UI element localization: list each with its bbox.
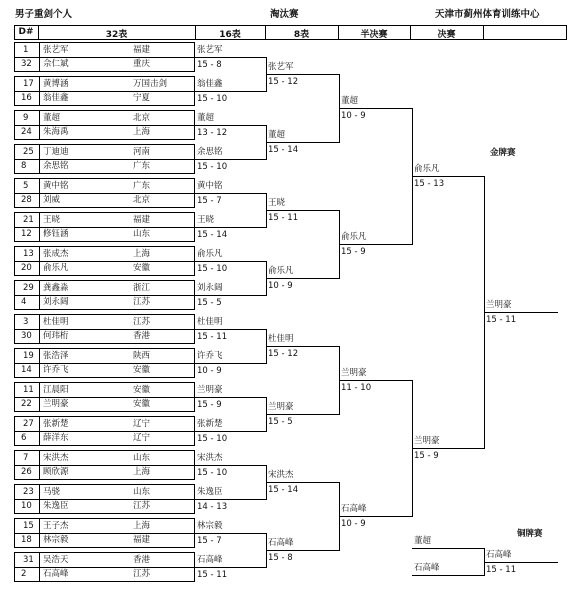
r16-winner: 余思铭 [197, 147, 223, 157]
r16-winner: 翁佳鑫 [197, 79, 223, 89]
pair-divider [15, 57, 194, 58]
semifinal-winner: 兰明豪 [341, 368, 367, 378]
seed-divider [39, 77, 40, 105]
seed-number: 11 [23, 385, 34, 395]
semifinal-winner: 董超 [341, 96, 359, 106]
bracket-line [266, 278, 340, 279]
bracket-line [266, 74, 340, 75]
seed-number: 15 [23, 521, 34, 531]
bracket-line [195, 397, 267, 398]
semifinal-score: 10 - 9 [341, 519, 366, 529]
semifinal-score: 15 - 9 [341, 247, 366, 257]
fencer-club: 广东 [133, 181, 151, 191]
bronze-score: 15 - 11 [486, 565, 517, 575]
r16-score: 15 - 10 [197, 264, 228, 274]
bracket-line [195, 125, 267, 126]
fencer-club: 山东 [133, 453, 151, 463]
fencer-club: 江苏 [133, 501, 151, 511]
fencer-club: 江苏 [133, 317, 151, 327]
fencer-name: 张新楚 [43, 419, 69, 429]
finalist-name: 兰明豪 [414, 436, 440, 446]
pair-divider [15, 397, 194, 398]
seed-divider [39, 179, 40, 207]
finalist-name: 俞乐凡 [414, 164, 440, 174]
fencer-name: 朱逸臣 [43, 501, 69, 511]
seed-divider [39, 145, 40, 173]
r16-score: 15 - 10 [197, 434, 228, 444]
seed-divider [39, 383, 40, 411]
fencer-name: 张艺军 [43, 45, 69, 55]
r16-winner: 刘永阔 [197, 283, 223, 293]
fencer-club: 福建 [133, 45, 151, 55]
seed-number: 32 [21, 59, 32, 69]
bracket-line [339, 380, 413, 381]
fencer-club: 北京 [133, 195, 151, 205]
seed-divider [39, 553, 40, 581]
r16-winner: 宋洪杰 [197, 453, 223, 463]
seed-divider [39, 451, 40, 479]
bracket-line [266, 550, 340, 551]
seed-number: 2 [21, 569, 27, 579]
final-score: 15 - 9 [414, 451, 439, 461]
champion-name: 兰明豪 [486, 300, 512, 310]
bracket-line [195, 295, 267, 296]
match-pair [14, 280, 195, 310]
seed-number: 26 [21, 467, 32, 477]
pair-divider [15, 465, 194, 466]
bracket-line [195, 329, 267, 330]
r16-winner: 朱逸臣 [197, 487, 223, 497]
r16-score: 15 - 10 [197, 162, 228, 172]
seed-number: 24 [21, 127, 32, 137]
r8-winner: 王晓 [268, 198, 286, 208]
column-round-16: 16表 [219, 30, 241, 40]
bronze-medal-label: 铜牌赛 [517, 529, 543, 539]
column-round-32: 32表 [105, 30, 128, 40]
bracket-line [195, 193, 267, 194]
semifinal-winner: 俞乐凡 [341, 232, 367, 242]
r8-score: 15 - 8 [268, 553, 293, 563]
fencer-name: 顾欣源 [43, 467, 69, 477]
r16-score: 14 - 13 [197, 502, 228, 512]
seed-number: 6 [21, 433, 27, 443]
fencer-name: 张浩泽 [43, 351, 69, 361]
pair-divider [15, 91, 194, 92]
r16-score: 10 - 9 [197, 366, 222, 376]
r16-score: 15 - 14 [197, 230, 228, 240]
match-pair [14, 212, 195, 242]
fencer-club: 香港 [133, 555, 151, 565]
fencer-club: 福建 [133, 215, 151, 225]
seed-divider [39, 349, 40, 377]
seed-number: 5 [23, 181, 29, 191]
fencer-club: 福建 [133, 535, 151, 545]
fencer-club: 上海 [133, 249, 151, 259]
match-pair [14, 110, 195, 140]
seed-number: 21 [23, 215, 34, 225]
fencer-club: 安徽 [133, 385, 151, 395]
r16-winner: 张新楚 [197, 419, 223, 429]
seed-number: 20 [21, 263, 32, 273]
fencer-name: 兰明豪 [43, 399, 69, 409]
semifinal-score: 10 - 9 [341, 111, 366, 121]
stage-title: 淘汰赛 [270, 9, 299, 20]
seed-number: 16 [21, 93, 32, 103]
column-final: 决赛 [437, 30, 456, 40]
r8-score: 10 - 9 [268, 281, 293, 291]
r16-score: 15 - 9 [197, 400, 222, 410]
r8-score: 15 - 14 [268, 145, 299, 155]
match-pair [14, 518, 195, 548]
r8-winner: 石高峰 [268, 538, 294, 548]
fencer-club: 陕西 [133, 351, 151, 361]
bracket-line [195, 261, 267, 262]
fencer-club: 北京 [133, 113, 151, 123]
bracket-line [266, 210, 340, 211]
bracket-line [195, 159, 267, 160]
seed-number: 31 [23, 555, 34, 565]
seed-number: 8 [21, 161, 27, 171]
seed-divider [39, 213, 40, 241]
fencer-club: 辽宁 [133, 433, 151, 443]
pair-divider [15, 193, 194, 194]
seed-divider [39, 111, 40, 139]
r16-score: 15 - 8 [197, 60, 222, 70]
r8-winner: 董超 [268, 130, 286, 140]
fencer-club: 浙江 [133, 283, 151, 293]
pair-divider [15, 125, 194, 126]
r8-winner: 兰明豪 [268, 402, 294, 412]
pair-divider [15, 363, 194, 364]
r8-winner: 俞乐凡 [268, 266, 294, 276]
r16-winner: 俞乐凡 [197, 249, 223, 259]
pair-divider [15, 533, 194, 534]
bronze-winner: 石高峰 [486, 550, 512, 560]
bracket-line [484, 312, 558, 313]
match-pair [14, 144, 195, 174]
bronze-player: 石高峰 [414, 563, 440, 573]
bracket-line [266, 414, 340, 415]
seed-number: 28 [21, 195, 32, 205]
fencer-club: 江苏 [133, 297, 151, 307]
seed-number: 12 [21, 229, 32, 239]
match-pair [14, 484, 195, 514]
r16-score: 15 - 11 [197, 332, 228, 342]
r16-winner: 王晓 [197, 215, 215, 225]
fencer-name: 王晓 [43, 215, 61, 225]
match-pair [14, 382, 195, 412]
seed-number: 23 [23, 487, 34, 497]
fencer-club: 上海 [133, 521, 151, 531]
fencer-name: 刘威 [43, 195, 61, 205]
match-pair [14, 76, 195, 106]
bracket-line [412, 176, 485, 177]
fencer-name: 薛洋东 [43, 433, 69, 443]
fencer-name: 佘仁斌 [43, 59, 69, 69]
r8-winner: 宋洪杰 [268, 470, 294, 480]
r8-winner: 杜佳明 [268, 334, 294, 344]
seed-number: 3 [23, 317, 29, 327]
column-seed: D# [18, 27, 34, 37]
seed-number: 7 [23, 453, 29, 463]
semifinal-score: 11 - 10 [341, 383, 372, 393]
r16-winner: 杜佳明 [197, 317, 223, 327]
fencer-name: 翁佳鑫 [43, 93, 69, 103]
pair-divider [15, 567, 194, 568]
pair-divider [15, 261, 194, 262]
match-pair [14, 552, 195, 582]
match-pair [14, 42, 195, 72]
bracket-line [266, 482, 340, 483]
r16-winner: 石高峰 [197, 555, 223, 565]
r16-winner: 许乔飞 [197, 351, 223, 361]
bracket-line [195, 499, 267, 500]
pair-divider [15, 499, 194, 500]
fencer-name: 黄博涵 [43, 79, 69, 89]
bracket-line [339, 108, 413, 109]
fencer-club: 广东 [133, 161, 151, 171]
fencer-name: 江晨阳 [43, 385, 69, 395]
r8-score: 15 - 14 [268, 485, 299, 495]
fencer-name: 余思铭 [43, 161, 69, 171]
seed-number: 18 [21, 535, 32, 545]
seed-divider [39, 519, 40, 547]
fencer-club: 安徽 [133, 399, 151, 409]
r16-winner: 兰明豪 [197, 385, 223, 395]
seed-number: 30 [21, 331, 32, 341]
bracket-line [195, 57, 267, 58]
match-pair [14, 450, 195, 480]
seed-divider [39, 315, 40, 343]
fencer-club: 香港 [133, 331, 151, 341]
r8-score: 15 - 5 [268, 417, 293, 427]
fencer-name: 杜佳明 [43, 317, 69, 327]
r8-winner: 张艺军 [268, 62, 294, 72]
r16-score: 15 - 11 [197, 570, 228, 580]
column-round-8: 8表 [293, 30, 310, 40]
bracket-line [195, 431, 267, 432]
r8-score: 15 - 11 [268, 213, 299, 223]
fencer-name: 马骁 [43, 487, 61, 497]
seed-number: 22 [21, 399, 32, 409]
r8-score: 15 - 12 [268, 77, 299, 87]
seed-divider [39, 281, 40, 309]
fencer-name: 修钰涵 [43, 229, 69, 239]
fencer-club: 山东 [133, 487, 151, 497]
bracket-line [339, 516, 413, 517]
bracket-line [195, 363, 267, 364]
fencer-club: 山东 [133, 229, 151, 239]
fencer-club: 安徽 [133, 263, 151, 273]
pair-divider [15, 227, 194, 228]
seed-number: 25 [23, 147, 34, 157]
seed-number: 27 [23, 419, 34, 429]
seed-number: 19 [23, 351, 34, 361]
bracket-line [195, 91, 267, 92]
match-pair [14, 178, 195, 208]
gold-medal-label: 金牌赛 [490, 148, 516, 158]
fencer-club: 上海 [133, 467, 151, 477]
r16-score: 15 - 10 [197, 94, 228, 104]
match-pair [14, 416, 195, 446]
fencer-club: 宁夏 [133, 93, 151, 103]
bracket-line [195, 465, 267, 466]
fencer-name: 朱海禹 [43, 127, 69, 137]
seed-number: 1 [23, 45, 29, 55]
fencer-name: 刘永阔 [43, 297, 69, 307]
seed-number: 13 [23, 249, 34, 259]
seed-divider [39, 247, 40, 275]
bracket-line [412, 575, 485, 576]
semifinal-winner: 石高峰 [341, 504, 367, 514]
r16-winner: 黄中铭 [197, 181, 223, 191]
column-semifinal: 半决赛 [360, 30, 388, 40]
fencer-club: 河南 [133, 147, 151, 157]
event-title: 男子重剑个人 [15, 9, 73, 20]
r16-score: 15 - 10 [197, 468, 228, 478]
fencer-club: 江苏 [133, 569, 151, 579]
seed-divider [39, 485, 40, 513]
fencer-name: 黄中铭 [43, 181, 69, 191]
bracket-line [484, 562, 558, 563]
r16-winner: 林宗毅 [197, 521, 223, 531]
bracket-line [195, 567, 267, 568]
pair-divider [15, 431, 194, 432]
r8-score: 15 - 12 [268, 349, 299, 359]
fencer-name: 俞乐凡 [43, 263, 69, 273]
fencer-name: 张成杰 [43, 249, 69, 259]
fencer-name: 董超 [43, 113, 61, 123]
fencer-name: 丁迪迪 [43, 147, 69, 157]
bracket-line [412, 548, 485, 549]
r16-score: 15 - 7 [197, 536, 222, 546]
match-pair [14, 314, 195, 344]
bracket-line [195, 533, 267, 534]
match-pair [14, 246, 195, 276]
venue-title: 天津市蓟州体育训练中心 [435, 9, 540, 20]
final-score: 15 - 13 [414, 179, 445, 189]
fencer-name: 石高峰 [43, 569, 69, 579]
r16-score: 15 - 7 [197, 196, 222, 206]
pair-divider [15, 329, 194, 330]
seed-number: 17 [23, 79, 34, 89]
bracket-line [339, 244, 413, 245]
bracket-line [195, 227, 267, 228]
fencer-club: 辽宁 [133, 419, 151, 429]
fencer-name: 何玮桁 [43, 331, 69, 341]
fencer-name: 王子杰 [43, 521, 69, 531]
fencer-club: 安徽 [133, 365, 151, 375]
fencer-name: 龚鑫淼 [43, 283, 69, 293]
fencer-name: 吴浩天 [43, 555, 69, 565]
seed-number: 10 [21, 501, 32, 511]
pair-divider [15, 159, 194, 160]
pair-divider [15, 295, 194, 296]
seed-divider [39, 417, 40, 445]
bracket-line [412, 448, 485, 449]
fencer-club: 上海 [133, 127, 151, 137]
fencer-club: 重庆 [133, 59, 151, 69]
seed-divider [39, 43, 40, 71]
bracket-line [266, 142, 340, 143]
r16-score: 15 - 5 [197, 298, 222, 308]
fencer-name: 宋洪杰 [43, 453, 69, 463]
seed-number: 29 [23, 283, 34, 293]
fencer-name: 林宗毅 [43, 535, 69, 545]
match-pair [14, 348, 195, 378]
seed-number: 9 [23, 113, 29, 123]
bracket-line [266, 346, 340, 347]
seed-number: 14 [21, 365, 32, 375]
bronze-player: 董超 [414, 536, 432, 546]
r16-winner: 董超 [197, 113, 215, 123]
gold-score: 15 - 11 [486, 315, 517, 325]
fencer-club: 万国击剑 [133, 79, 168, 89]
r16-winner: 张艺军 [197, 45, 223, 55]
r16-score: 13 - 12 [197, 128, 228, 138]
seed-number: 4 [21, 297, 27, 307]
fencer-name: 许乔飞 [43, 365, 69, 375]
